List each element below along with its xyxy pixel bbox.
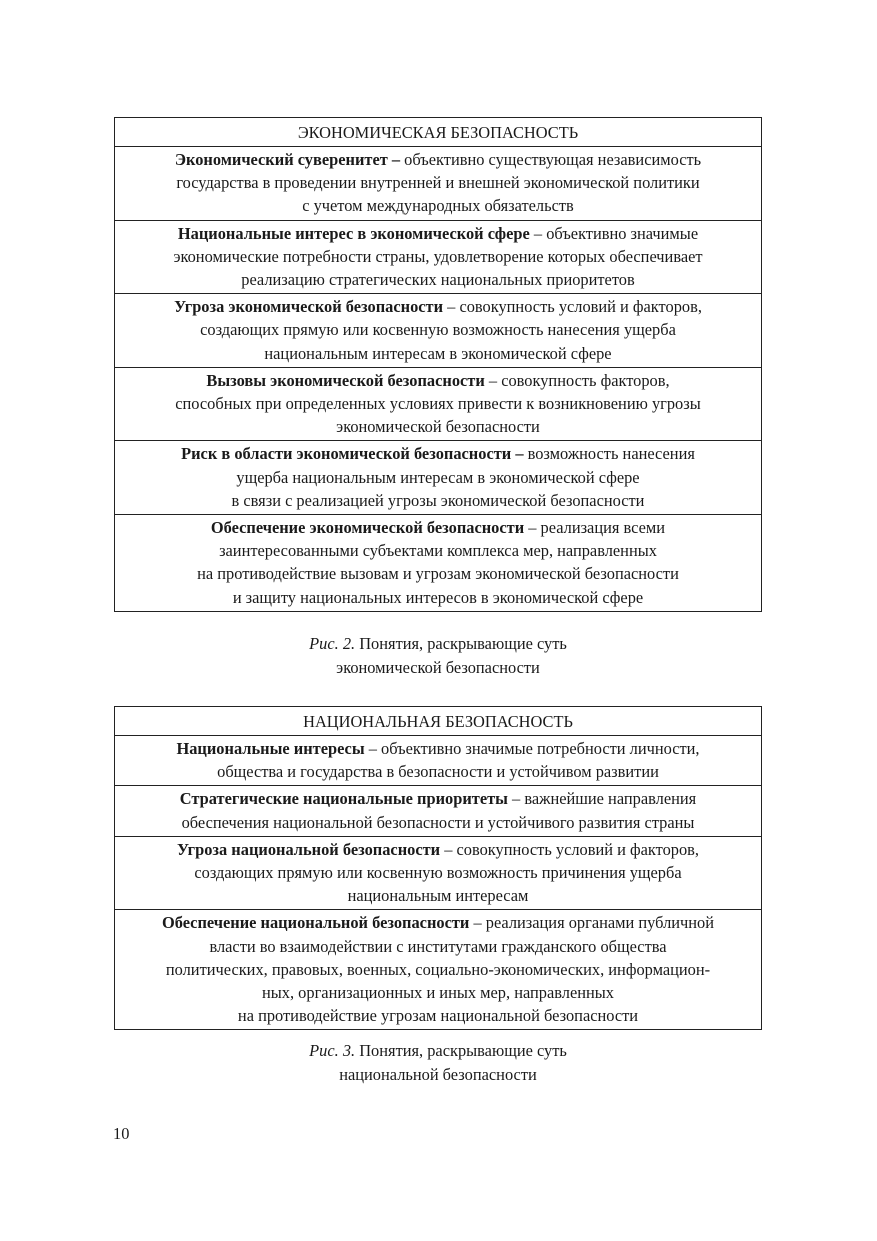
definition-text: способных при определенных условиях привести к возникновению угрозы (175, 394, 701, 414)
definition-text: заинтересованными субъектами комплекса мер, направленных (219, 541, 657, 561)
caption-text: Понятия, раскрывающие суть (355, 634, 567, 653)
definition-row (115, 440, 761, 514)
definition-row (115, 293, 761, 367)
table-title-text: НАЦИОНАЛЬНАЯ БЕЗОПАСНОСТЬ (303, 712, 573, 731)
definition-row (115, 909, 761, 1029)
definition-text: в связи с реализацией угрозы экономической безопасности (231, 490, 645, 510)
caption-text: экономической безопасности (336, 657, 540, 677)
definition-text: – объективно значимые потребности личности, (364, 739, 700, 758)
definition-row (115, 785, 761, 835)
definition-text: экономической безопасности (336, 417, 540, 437)
definition-text: и защиту национальных интересов в экономической сфере (232, 587, 644, 607)
definition-row (115, 367, 761, 441)
definition-text: реализацию стратегических национальных приоритетов (241, 270, 635, 290)
term: Вызовы экономической безопасности (206, 370, 485, 390)
definition-row (115, 836, 761, 910)
definition-text: ных, организационных и иных мер, направленных (262, 983, 614, 1003)
definition-text: создающих прямую или косвенную возможность нанесения ущерба (200, 320, 676, 340)
definition-text: создающих прямую или косвенную возможность причинения ущерба (194, 863, 682, 883)
definition-text: – совокупность факторов, (484, 370, 670, 390)
term: Обеспечение национальной безопасности (161, 913, 470, 933)
definition-text: – объективно значимые (529, 223, 699, 243)
definition-text: ущерба национальным интересам в экономической сфере (236, 467, 640, 487)
definition-text: – совокупность условий и факторов, (443, 297, 702, 317)
figure-number: Рис. 3. (309, 1041, 356, 1060)
term: Риск в области экономической безопасности – (181, 444, 524, 464)
definition-row (115, 146, 761, 220)
caption-text: национальной безопасности (339, 1064, 537, 1084)
definition-row (115, 220, 761, 294)
definition-text: – совокупность условий и факторов, (440, 839, 699, 859)
figure-caption (114, 632, 762, 679)
term: Экономический суверенитет – (174, 150, 401, 169)
table-title (115, 707, 761, 735)
definition-text: с учетом международных обязательств (302, 196, 574, 216)
figure-caption (114, 1039, 762, 1086)
term: Угроза национальной безопасности (176, 839, 441, 859)
definition-text: обеспечения национальной безопасности и устойчивого развития страны (181, 812, 695, 832)
definition-text: на противодействие угрозам национальной безопасности (237, 1006, 639, 1026)
definition-text: государства в проведении внутренней и внешней экономической политики (176, 173, 700, 193)
caption-text: Понятия, раскрывающие суть (355, 1041, 567, 1060)
page-number: 10 (113, 1124, 130, 1143)
definition-text: возможность нанесения (523, 444, 695, 464)
economic-security-table (114, 117, 762, 612)
definition-text: – реализация всеми (524, 518, 666, 538)
definition-text: – важнейшие направления (507, 789, 697, 809)
definition-text: политических, правовых, военных, социально-экономических, информацион- (165, 959, 711, 979)
term: Стратегические национальные приоритеты (179, 789, 508, 809)
definition-row (115, 514, 761, 611)
term: Обеспечение экономической безопасности (210, 518, 525, 538)
definition-text: власти во взаимодействии с институтами гражданского общества (209, 936, 667, 956)
definition-text: – реализация органами публичной (469, 913, 715, 933)
definition-text: экономические потребности страны, удовлетворение которых обеспечивает (173, 246, 703, 266)
definition-row (115, 735, 761, 785)
table-title (115, 118, 761, 146)
definition-text: на противодействие вызовам и угрозам экономической безопасности (197, 564, 679, 584)
definition-text: объективно существующая независимость (400, 150, 702, 169)
national-security-table (114, 706, 762, 1030)
term: Угроза экономической безопасности (174, 297, 444, 317)
definition-text: общества и государства в безопасности и устойчивом развитии (217, 762, 659, 782)
term: Национальные интересы (176, 739, 365, 758)
table-title-text: ЭКОНОМИЧЕСКАЯ БЕЗОПАСНОСТЬ (297, 123, 579, 142)
definition-text: национальным интересам в экономической сфере (264, 343, 612, 363)
term: Национальные интерес в экономической сфере (177, 223, 530, 243)
definition-text: национальным интересам (347, 886, 529, 906)
figure-number: Рис. 2. (309, 634, 356, 653)
